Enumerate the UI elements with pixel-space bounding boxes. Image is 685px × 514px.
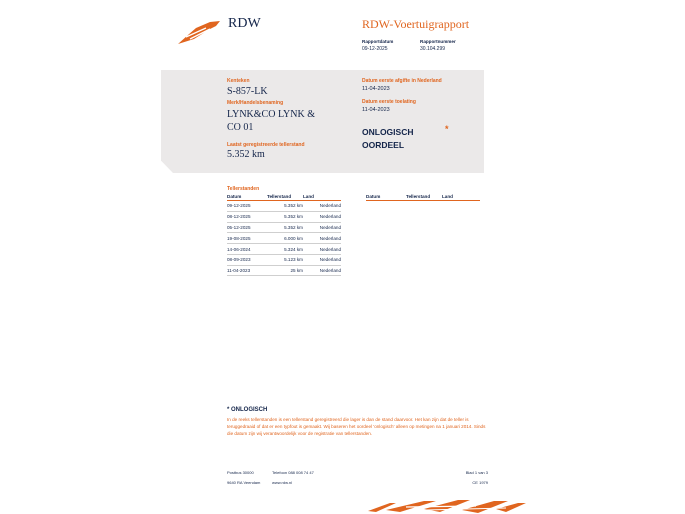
col-country: Land [442,194,480,201]
table-row [227,222,341,233]
cell-country: Nederland [303,201,341,212]
report-title: RDW-Voertuigrapport [362,17,470,31]
cell-country: Nederland [303,222,341,233]
cell-date: 08-12-2025 [227,211,267,222]
table-row [227,254,341,265]
note-text: In de reeks tellerstanden is een tellerstand geregistreerd die lager is dan de stand daarvoor. Het kan zijn dat de teller is teruggedraaid of dat er een typfout is gemaakt. Wij baseren het oordeel 'onlogisch' alleen op metingen na 1 januari 2014. Sinds die datum zijn wij verantwoordelijk voor de registratie van tellerstanden. [227,417,486,436]
report-date: 09-12-2025 [362,46,388,52]
footer-code: CE 1979 [472,480,488,485]
cell-date: 09-12-2025 [227,201,267,212]
cell-country: Nederland [303,233,341,244]
verdict: ONLOGISCH OORDEEL [362,127,414,150]
last-odometer-label: Laatst geregistreerde tellerstand [227,142,305,148]
cell-odometer: 5.352 km [267,222,303,233]
footer-postbus: Postbus 30000 [227,470,254,475]
cell-country: Nederland [303,265,341,276]
report-number: 30.104.299 [420,46,446,52]
footer-phone: Telefoon 088 008 74 47 [272,470,314,475]
col-date: Datum [227,194,267,201]
rdw-logo-icon [176,20,222,46]
cell-odometer: 5.352 km [267,201,303,212]
cell-country: Nederland [303,254,341,265]
col-odometer: Tellerstand [406,194,442,201]
cell-odometer: 5.352 km [267,211,303,222]
cell-date: 11-04-2023 [227,265,267,276]
plate-label: Kenteken [227,78,250,84]
footer-city: 9640 RA Veendam [227,480,261,485]
first-registration-nl-label: Datum eerste afgifte in Nederland [362,78,442,84]
brand-name: RDW [228,16,261,31]
cell-odometer: 6.000 km [267,233,303,244]
cell-date: 19-08-2025 [227,233,267,244]
verdict-asterisk: * [445,124,449,134]
report-date-label: Rapportdatum [362,39,394,44]
license-plate: S-857-LK [227,86,268,97]
first-admission: 11-04-2023 [362,107,390,113]
last-odometer: 5.352 km [227,149,265,160]
table-row [227,244,341,255]
cell-country: Nederland [303,211,341,222]
first-registration-nl: 11-04-2023 [362,86,390,92]
odometer-title: Tellerstanden [227,186,260,192]
odometer-table [227,194,341,276]
footer-website[interactable]: www.rdw.nl [272,480,293,485]
table-row [227,201,341,212]
first-admission-label: Datum eerste toelating [362,99,416,105]
cell-date: 08-09-2023 [227,254,267,265]
table-row [227,211,341,222]
cell-date: 05-12-2025 [227,222,267,233]
cell-country: Nederland [303,244,341,255]
col-country: Land [303,194,341,201]
note-title: * ONLOGISCH [227,407,268,413]
footer-page-number: Blad 1 van 3 [465,470,488,475]
vehicle-summary-panel [161,70,484,173]
cell-odometer: 5.123 km [267,254,303,265]
col-date: Datum [366,194,406,201]
report-number-label: Rapportnummer [420,39,456,44]
vehicle-make: LYNK&CO LYNK & CO 01 [227,109,315,133]
cell-odometer: 25 km [267,265,303,276]
odometer-table-continued [366,194,480,201]
col-odometer: Tellerstand [267,194,303,201]
table-row [227,265,341,276]
make-label: Merk/Handelsbenaming [227,100,284,106]
table-row [227,233,341,244]
footer-stripes-decoration [366,497,528,514]
cell-date: 14-06-2024 [227,244,267,255]
cell-odometer: 5.324 km [267,244,303,255]
